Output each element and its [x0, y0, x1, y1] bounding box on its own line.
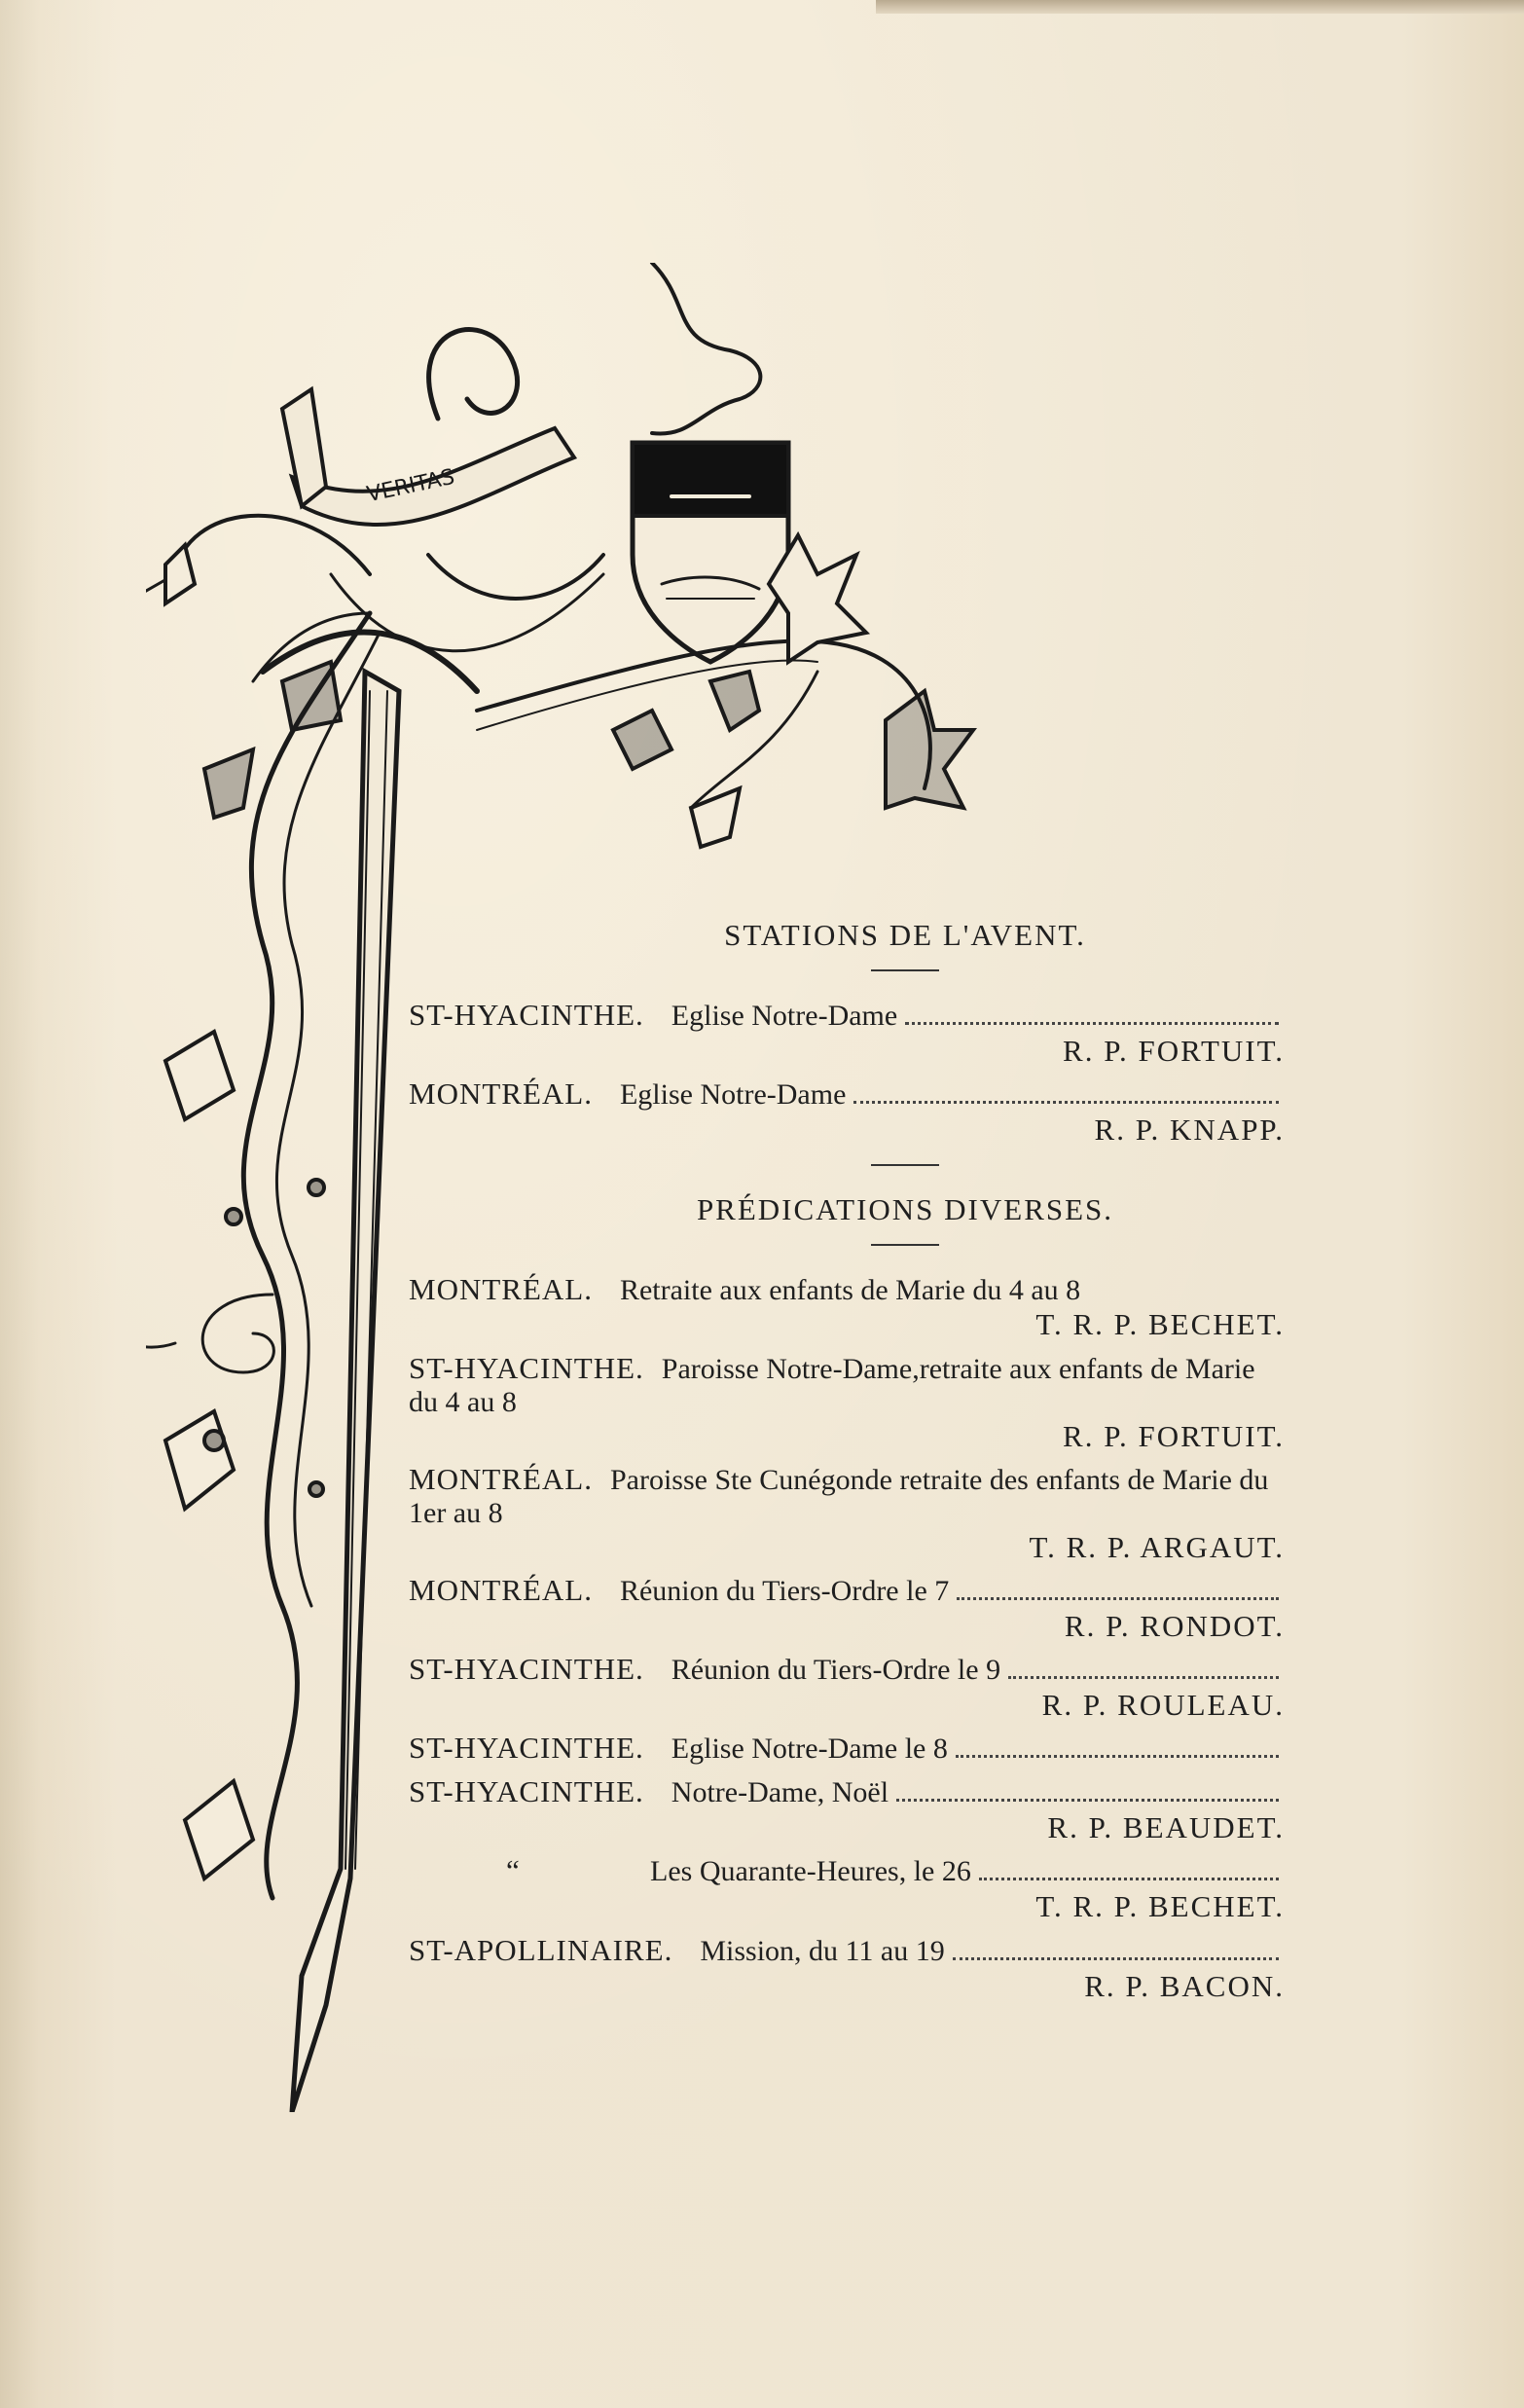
entry-description: Réunion du Tiers-Ordre le 7 [619, 1575, 950, 1608]
entry-preacher: T. R. P. BECHET. [1035, 1889, 1285, 1924]
entry [409, 1854, 1285, 1923]
entry-preacher: R. P. KNAPP. [1094, 1113, 1285, 1148]
entry [409, 1352, 1285, 1453]
entry-description: Les Quarante-Heures, le 26 [650, 1855, 971, 1888]
divider-rule [871, 1244, 939, 1246]
entry-preacher: T. R. P. BECHET. [1035, 1307, 1285, 1342]
section-title: PRÉDICATIONS DIVERSES. [696, 1192, 1114, 1227]
entry-description: Réunion du Tiers-Ordre le 9 [671, 1654, 1001, 1687]
entry-place: MONTRÉAL. [409, 1076, 593, 1112]
entry-description: Paroisse Notre-Dame,retraite aux enfants de Marie du 4 au 8 [409, 1352, 1255, 1418]
entry-preacher: R. P. RONDOT. [1064, 1609, 1285, 1644]
divider-rule [871, 1164, 939, 1166]
entry [409, 1574, 1285, 1643]
section-stations [409, 919, 1285, 1147]
entry [409, 1463, 1285, 1564]
entry-preacher: R. P. BEAUDET. [1047, 1810, 1285, 1845]
entry-place: ST-APOLLINAIRE. [409, 1932, 673, 1967]
section-predications [409, 1193, 1285, 2002]
entry-place: MONTRÉAL. [409, 1272, 593, 1307]
text-block [409, 905, 1285, 2013]
section-title: STATIONS DE L'AVENT. [724, 918, 1086, 952]
entry-preacher: R. P. FORTUIT. [1063, 1034, 1285, 1069]
entry-place: ST-HYACINTHE. [409, 1350, 644, 1385]
entry [409, 1775, 1285, 1844]
banner-motto: VERITAS [364, 464, 457, 508]
entry-place: ST-HYACINTHE. [409, 998, 644, 1033]
entry [409, 1077, 1285, 1147]
entry-preacher: T. R. P. ARGAUT. [1029, 1530, 1285, 1565]
entry [409, 999, 1285, 1068]
entry-place: ST-HYACINTHE. [409, 1731, 644, 1766]
entry-place: ST-HYACINTHE. [409, 1774, 644, 1809]
divider-rule [871, 969, 939, 971]
entry-preacher: R. P. ROULEAU. [1041, 1688, 1285, 1723]
entry [409, 1273, 1285, 1341]
entry-description: Eglise Notre-Dame [671, 1000, 898, 1033]
torn-page-edge [876, 0, 1524, 14]
entry-preacher: R. P. FORTUIT. [1063, 1418, 1285, 1453]
entry [409, 1934, 1285, 2003]
entry-place: MONTRÉAL. [409, 1461, 593, 1496]
entry-preacher: R. P. BACON. [1084, 1968, 1285, 2003]
entry-description: Retraite aux enfants de Marie du 4 au 8 [619, 1274, 1081, 1307]
entry-description: Mission, du 11 au 19 [700, 1934, 945, 1967]
entry-description: Eglise Notre-Dame le 8 [671, 1733, 948, 1766]
entry-place: ST-HYACINTHE. [409, 1652, 644, 1687]
entry-description: Notre-Dame, Noël [671, 1776, 889, 1809]
entry [409, 1653, 1285, 1722]
entry-place: MONTRÉAL. [409, 1573, 593, 1608]
entry-description: Eglise Notre-Dame [619, 1078, 847, 1112]
entry [409, 1732, 1285, 1766]
entry-place: “ [506, 1853, 521, 1888]
entry-description: Paroisse Ste Cunégonde retraite des enfants de Marie du 1er au 8 [409, 1463, 1269, 1529]
